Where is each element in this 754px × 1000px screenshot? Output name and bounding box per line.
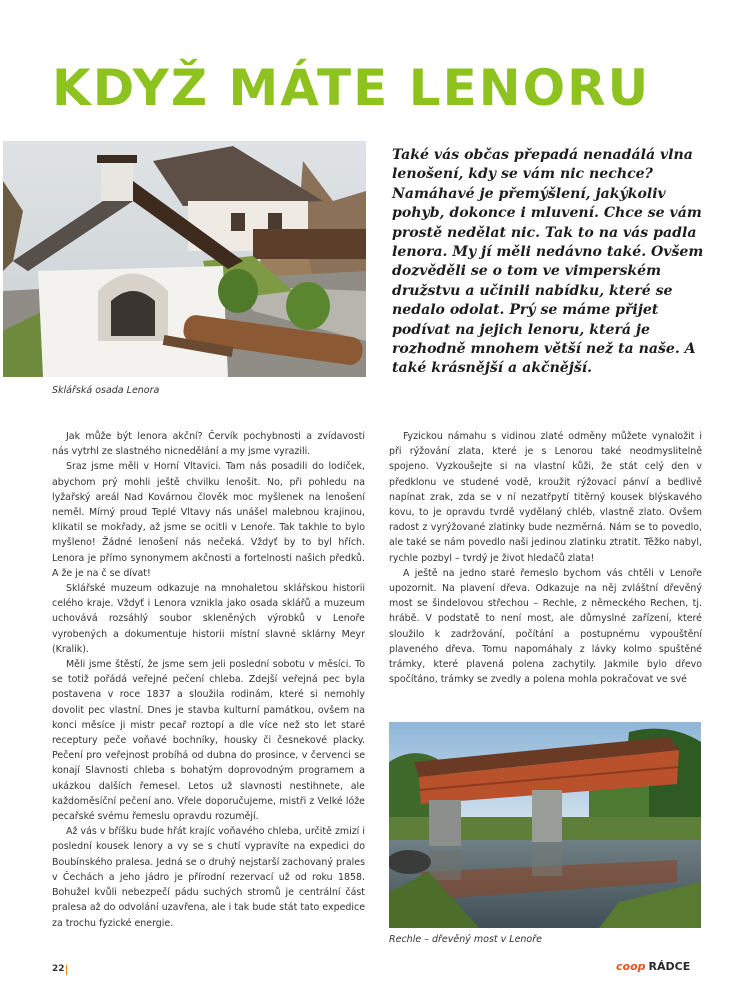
photo-bread-oven-caption: Sklářská osada Lenora [52, 385, 160, 396]
coop-radce-logo [616, 960, 690, 973]
photo-wooden-bridge [389, 722, 701, 928]
footer-divider [66, 965, 67, 975]
body-column-left [52, 429, 365, 931]
article-headline: KDYŽ MÁTE LENORU [52, 59, 651, 117]
brand-radce: RÁDCE [648, 960, 691, 973]
paragraph: Sklářské muzeum odkazuje na mnohaletou sklářskou historii celého kraje. Vždyť i Lenora vznikla jako osada sklářů a muzeum uchovává rozsáhlý soubor skleněných výrobků v Lenoře vyrobených a dokumentuje historii místní slavné sklárny Meyr (Kralik). [52, 583, 365, 655]
paragraph: Fyzickou námahu s vidinou zlaté odměny můžete vynaložit i při rýžování zlata, které je s Lenorou také neodmyslitelně spojeno. Vyzkoušejte si na vlastní kůži, že stát celý den v předklonu ve studené vodě, kroužit rýžovací pánví a bedlivě napínat zrak, zda se v ní nezatřpytí titěrný kousek blýskavého kovu, to je opravdu tvrdě vydělaný chléb, vlastně zlato. Ovšem radost z vyrýžované zlatinky bude nezměrná. Nám se to povedlo, ale také se nám povedlo naši jedinou zlatinku ztratit. Těžko nabyl, rychle pozbyl – tvrdý je život hledačů zlata! [389, 431, 702, 564]
paragraph: Sraz jsme měli v Horní Vltavici. Tam nás posadili do lodiček, abychom prý mohli ještě chvilku lenošit. No, při pohledu na lyžařský areál Nad Kovárnou člověk moc myšlenek na lenošení neměl. Mírný proud Teplé Vltavy nás unášel malebnou krajinou, klikatil se mokřady, až jsme se ocitli v Lenoře. Tak takhle to bylo myšleno! Žádné lenošení nás nečeká. Vždyť by to byl hřích. Lenora je přímo synonymem akčnosti a fortelnosti našich předků. A že je na č se dívat! [52, 461, 365, 579]
paragraph: Jak může být lenora akční? Červík pochybnosti a zvídavosti nás vytrhl ze slastného nicnedělání a my jsme vyrazili. [52, 431, 365, 458]
page-number: 22 [52, 964, 65, 974]
paragraph: Měli jsme štěstí, že jsme sem jeli poslední sobotu v měsíci. To se totiž pořádá veřejné pečení chleba. Zdejší veřejná pec byla postavena v roce 1837 a sloužila rodinám, které si nemohly dovolit pec vlastní. Dnes je stavba kulturní památkou, ovšem na konci měsíce ji mistr pecař roztopí a dle více než sto let staré receptury peče voňavé bochníky, housky či česnekové placky. Pečení pro veřejnost probíhá od dubna do prosince, v červenci se konají Slavnosti chleba s bohatým doprovodným programem a ukázkou dalších řemesel. Letos už slavnosti nestihnete, ale každoměsíční pečení ano. Vřele doporučujeme, mistři z Velké lóže pecařské svému řemeslu opravdu rozumějí. [52, 659, 365, 823]
paragraph: A ještě na jedno staré řemeslo bychom vás chtěli v Lenoře upozornit. Na plavení dřeva. Odkazuje na něj zvláštní dřevěný most se šindelovou střechou – Rechle, z německého Rechen, tj. hrábě. V podstatě to není most, ale důmyslné zařízení, které sloužilo k zadržování, počítání a postupnému vypouštění plaveného dřeva. Tomu napomáhaly z lávky kolmo spuštěné trámky, které plavená polena zachytily. Jakmile bylo dřevo spočítáno, trámky se zvedly a polena mohla pokračovat ve své [389, 567, 702, 686]
body-column-right [389, 429, 702, 687]
photo-bread-oven [3, 141, 366, 377]
bread-oven-illustration [3, 141, 366, 377]
lead-paragraph: Také vás občas přepadá nenadálá vlna lenošení, kdy se vám nic nechce? Namáhavé je přemýšlení, jakýkoliv pohyb, dokonce i mluvení. Chce se vám prostě nedělat nic. Tak to na vás padla lenora. My jí měli nedávno také. Ovšem dozvěděli se o tom ve vimperském družstvu a učinili nabídku, které se nedalo odolat. Prý se máme přijet podívat na jejich lenoru, která je rozhodně mnohem větší než ta naše. A také krásnější a akčnější. [392, 147, 704, 377]
brand-coop: coop [616, 960, 646, 973]
photo-wooden-bridge-caption: Rechle – dřevěný most v Lenoře [389, 934, 542, 945]
wooden-bridge-illustration [389, 722, 701, 928]
paragraph: Až vás v bříšku bude hřát krajíc voňavého chleba, určitě zmizí i poslední kousek lenory a vy se s chutí vypravíte na expedici do Boubínského pralesa. Jedná se o druhý nejstarší zachovaný prales v Čechách a jeho jádro je přírodní rezervací už od roku 1858. Bohužel kvůli nebezpečí pádu suchých stromů je centrální část pralesa až do odvolání uzavřena, ale i tak bude stát tato expedice za trochu fyzické energie. [52, 826, 365, 929]
